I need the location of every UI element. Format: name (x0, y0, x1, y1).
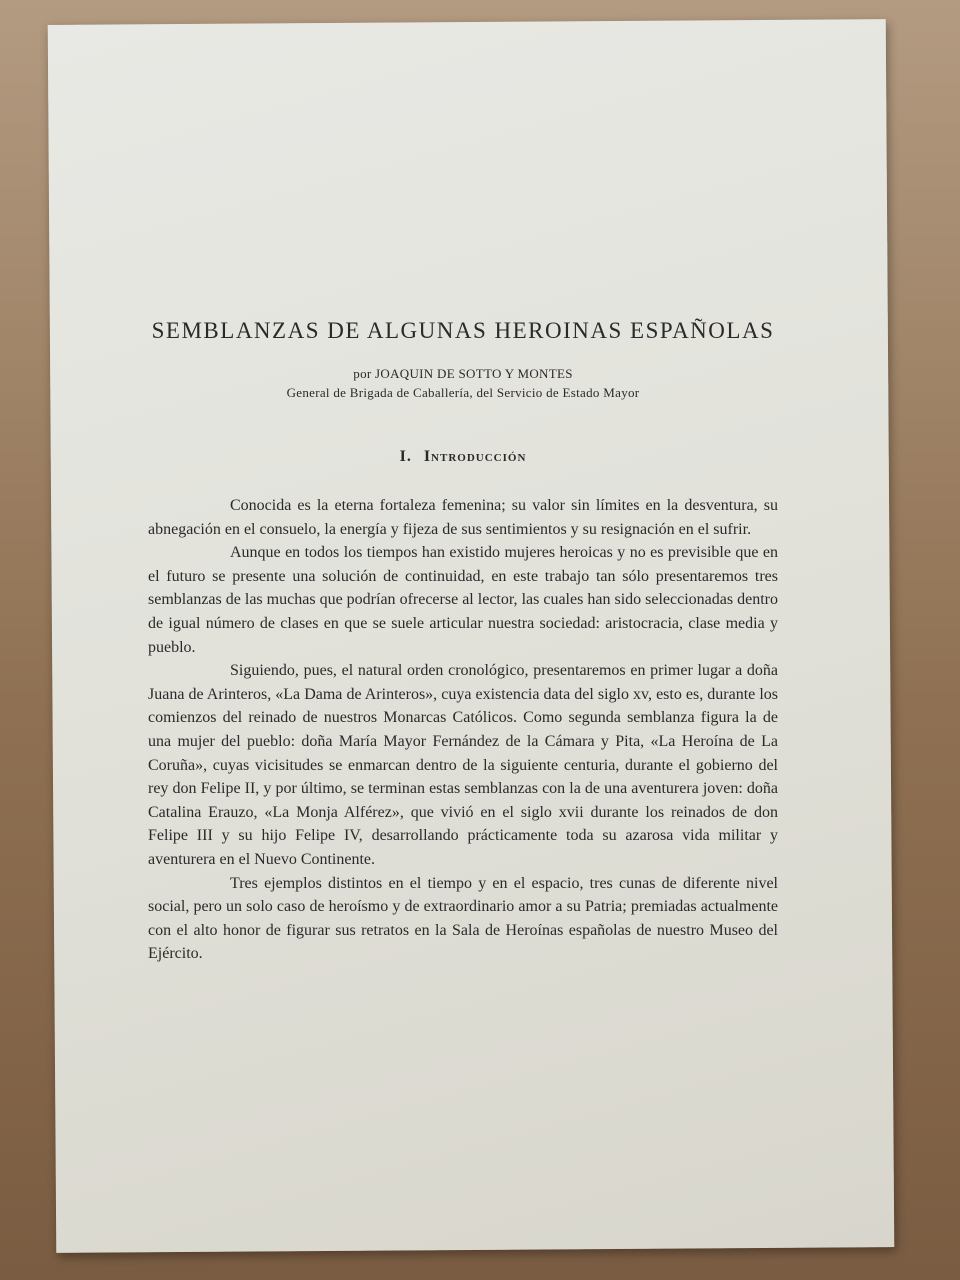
article-title: SEMBLANZAS DE ALGUNAS HEROINAS ESPAÑOLAS (151, 318, 775, 343)
paragraph: Aunque en todos los tiempos han existido mujeres heroicas y no es previsible que en el futuro se presente una solución de continuidad, en este trabajo tan sólo presentaremos tres semblanzas de las muchas que podrían ofrecerse al lector, las cuales han sido seleccionadas dentro de igual número de clases en que se suele articular nuestra sociedad: aristocracia, clase media y pueblo. (148, 544, 778, 656)
author-line: por JOAQUIN DE SOTTO Y MONTES (353, 366, 573, 381)
paragraph: Tres ejemplos distintos en el tiempo y en el espacio, tres cunas de diferente nivel social, pero un solo caso de heroísmo y de extraordinario amor a su Patria; premiadas actualmente con el alto honor de figurar sus retratos en la Sala de Heroínas españolas de nuestro Museo del Ejército. (148, 874, 778, 963)
paragraph: Siguiendo, pues, el natural orden cronológico, presentaremos en primer lugar a doña Juana de Arinteros, «La Dama de Arinteros», cuya existencia data del siglo xv, esto es, durante los comienzos del reinado de nuestros Monarcas Católicos. Como segunda semblanza figura la de una mujer del pueblo: doña María Mayor Fernández de la Cámara y Pita, «La Heroína de La Coruña», cuyas vicisitudes se enmarcan dentro de la siguiente centuria, durante el gobierno del rey don Felipe II, y por último, se terminan estas semblanzas con la de una aventurera joven: doña Catalina Erauzo, «La Monja Alférez», que vivió en el siglo xvii durante los reinados de don Felipe III y su hijo Felipe IV, desarrollando prácticamente toda su azarosa vida militar y aventurera en el Nuevo Continente. (148, 662, 778, 868)
article (148, 318, 778, 966)
author-subtitle: General de Brigada de Caballería, del Servicio de Estado Mayor (286, 385, 640, 400)
section-heading (148, 448, 778, 466)
paragraph: Conocida es la eterna fortaleza femenina; su valor sin límites en la desventura, su abnegación en el consuelo, la energía y fijeza de sus sentimientos y su resignación en el sufrir. (148, 497, 778, 538)
section-title: Introducción (423, 448, 527, 465)
section-number: I. (399, 448, 412, 465)
article-body (148, 494, 778, 966)
